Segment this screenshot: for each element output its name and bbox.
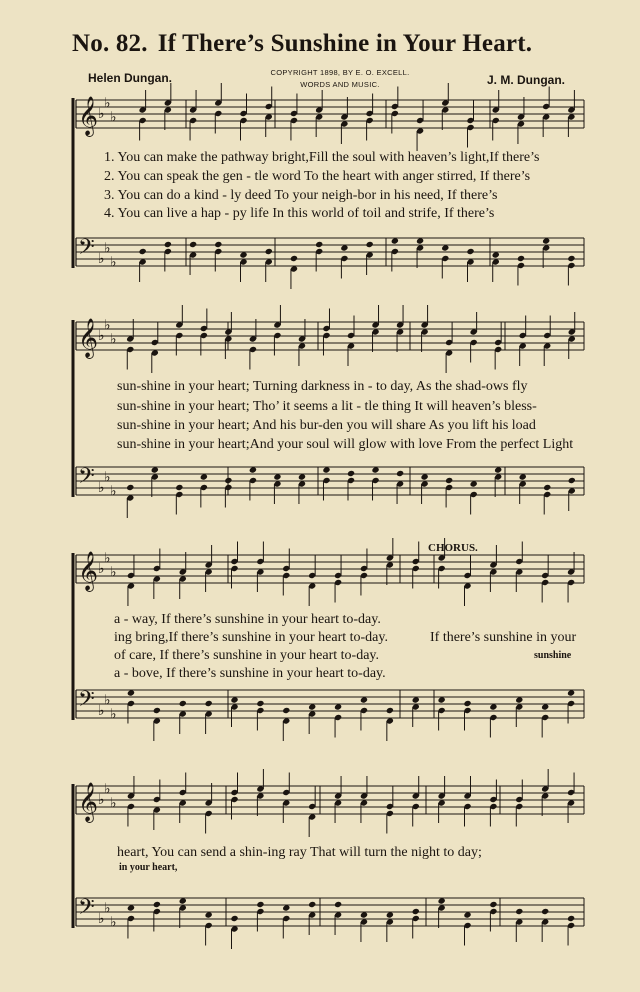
note-head [290,255,298,262]
note-head [366,241,374,248]
note-head [282,707,290,714]
note-head [568,477,576,484]
verse-line-5: sun-shine in your heart; Turning darkness in - to day, As the shad-ows fly [117,379,528,394]
chorus-verse-4: a - bove, If there’s sunshine in your heart to-day. [114,666,386,681]
note-head [412,908,420,915]
chorus-verse-3: of care, If there’s sunshine in your heart to-day. [114,648,379,663]
note-head [205,700,213,707]
chorus-verse-2: ing bring,If there’s sunshine in your heart to-day. [114,630,388,645]
hymn-name: If There’s Sunshine in Your Heart. [157,30,533,57]
verse-line-8: sun-shine in your heart;And your soul will glow with love From the perfect Light [117,437,574,452]
note-head [541,908,549,915]
flat-icon: ♭ [98,251,105,267]
flat-icon: ♭ [98,328,105,344]
bass-clef-icon: 𝄢 [78,464,95,494]
note-head [139,248,147,255]
note-head [230,915,238,922]
flat-icon: ♭ [104,550,111,567]
note-head [445,477,453,484]
flat-icon: ♭ [98,792,105,808]
flat-icon: ♭ [98,911,105,927]
note-head [126,484,134,491]
treble-clef-icon: 𝄞 [78,782,99,822]
note-head [153,707,161,714]
flat-icon: ♭ [110,331,117,348]
verse-line-4: 4. You can live a hap - py life In this world of toil and strife, If there’s [104,206,495,221]
flat-icon: ♭ [110,795,117,812]
flat-icon: ♭ [104,781,111,798]
note-head [256,700,264,707]
note-head [396,470,404,477]
note-head [265,248,273,255]
flat-icon: ♭ [110,254,117,271]
note-head [386,707,394,714]
note-head [224,477,232,484]
note-head [543,484,551,491]
note-head [567,915,575,922]
echo-phrase: in your heart, [119,862,178,873]
flat-icon: ♭ [110,564,117,581]
flat-icon: ♭ [104,317,111,334]
chorus-final-line: heart, You can send a shin-ing ray That will turn the night to day; [117,845,482,860]
hymn-number: No. 82. [72,30,148,57]
note-head [175,484,183,491]
flat-icon: ♭ [98,703,105,719]
copyright-subline: WORDS AND MUSIC. [300,80,380,89]
verse-line-7: sun-shine in your heart; And his bur-den you will share As you lift his load [117,418,536,433]
flat-icon: ♭ [110,914,117,931]
note-head [179,700,187,707]
note-head [153,901,161,908]
chorus-line: If there’s sunshine in your [430,630,577,645]
note-head [214,241,222,248]
treble-clef-icon: 𝄞 [78,96,99,136]
note-head [334,901,342,908]
composer-credit: J. M. Dungan. [487,73,565,87]
note-head [308,901,316,908]
note-head [489,901,497,908]
note-head [347,470,355,477]
copyright-line: COPYRIGHT 1898, BY E. O. EXCELL. [270,68,410,77]
chorus-verse-1: a - way, If there’s sunshine in your heart to-day. [114,612,381,627]
flat-icon: ♭ [98,106,105,122]
treble-clef-icon: 𝄞 [78,318,99,358]
note-head [315,241,323,248]
lyricist-credit: Helen Dungan. [88,71,173,85]
bass-clef-icon: 𝄢 [78,895,95,925]
note-head [466,248,474,255]
note-head [515,908,523,915]
flat-icon: ♭ [110,483,117,500]
verse-line-6: sun-shine in your heart; Tho’ it seems a lit - tle thing It will heaven’s bless- [117,399,537,414]
flat-icon: ♭ [98,561,105,577]
flat-icon: ♭ [104,95,111,112]
bass-clef-icon: 𝄢 [78,687,95,717]
flat-icon: ♭ [98,480,105,496]
flat-icon: ♭ [110,706,117,723]
flat-icon: ♭ [104,469,111,486]
note-head [567,255,575,262]
note-head [164,241,172,248]
flat-icon: ♭ [104,240,111,257]
bass-clef-icon: 𝄢 [78,235,95,265]
verse-line-1: 1. You can make the pathway bright,Fill the soul with heaven’s light,If there’s [104,150,540,165]
flat-icon: ♭ [110,109,117,126]
echo-word: sunshine [534,650,572,661]
note-head [517,255,525,262]
verse-line-2: 2. You can speak the gen - tle word To the heart with anger stirred, If there’s [104,169,531,184]
note-head [189,241,197,248]
chorus-label: CHORUS. [428,542,478,554]
treble-clef-icon: 𝄞 [78,551,99,591]
flat-icon: ♭ [104,692,111,709]
flat-icon: ♭ [104,900,111,917]
note-head [463,700,471,707]
verse-line-3: 3. You can do a kind - ly deed To your neigh-bor in his need, If there’s [104,188,498,203]
note-head [256,901,264,908]
